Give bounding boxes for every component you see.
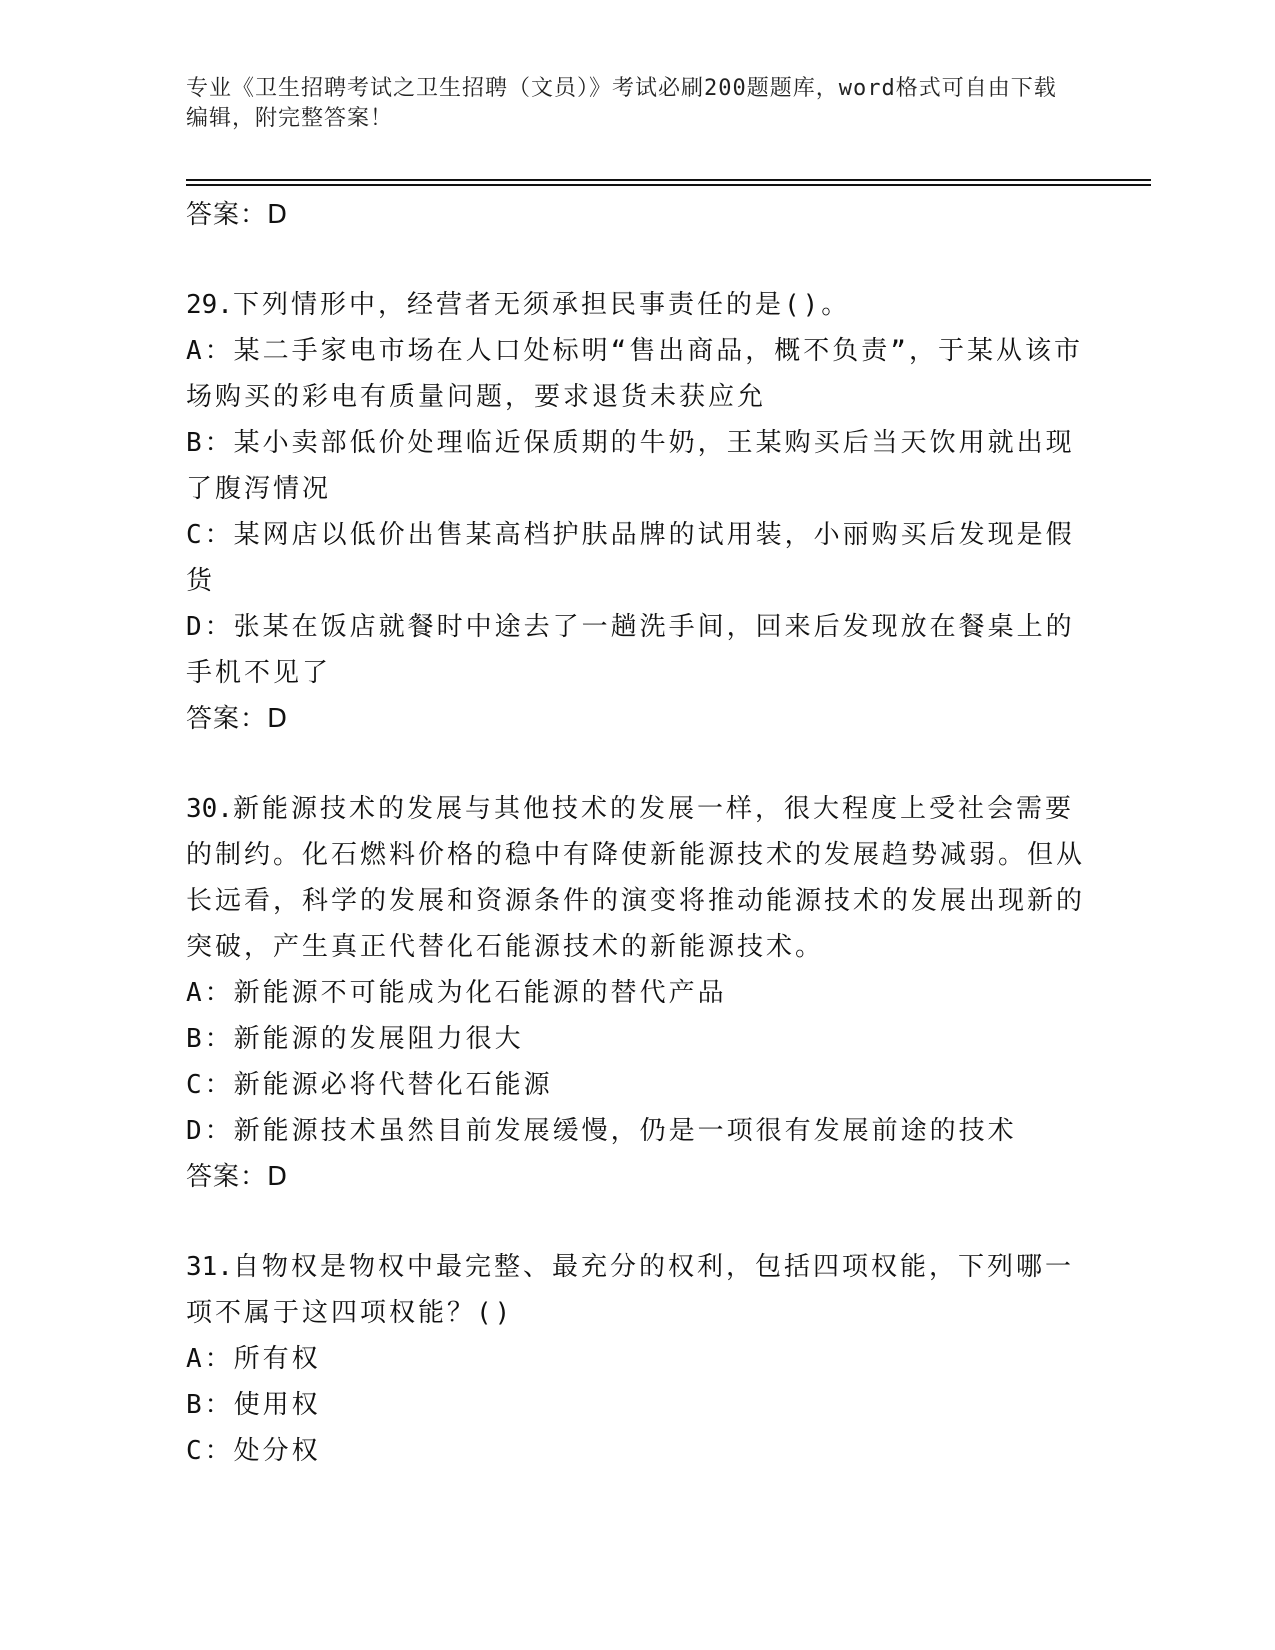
answer-line: 答案：D xyxy=(186,200,289,230)
answer-line: 答案：D xyxy=(186,704,289,734)
question-29 xyxy=(186,282,1086,742)
option-a: A：所有权 xyxy=(186,1344,321,1374)
question-31 xyxy=(186,1244,1086,1474)
header-rule-top xyxy=(186,179,1151,181)
header-rule-bottom xyxy=(186,184,1151,186)
question-body: 自物权是物权中最完整、最充分的权利，包括四项权能，下列哪一项不属于这四项权能？() xyxy=(186,1252,1074,1328)
option-c: C：新能源必将代替化石能源 xyxy=(186,1070,553,1100)
question-text xyxy=(186,1244,1086,1336)
option-b: B：新能源的发展阻力很大 xyxy=(186,1024,524,1054)
answer-line: 答案：D xyxy=(186,1162,289,1192)
question-body: 下列情形中，经营者无须承担民事责任的是()。 xyxy=(232,290,851,320)
option-d: D：新能源技术虽然目前发展缓慢，仍是一项很有发展前途的技术 xyxy=(186,1116,1017,1146)
option-c: C：某网店以低价出售某高档护肤品牌的试用装，小丽购买后发现是假货 xyxy=(186,520,1075,596)
question-text xyxy=(186,282,1086,328)
question-number: 31. xyxy=(186,1252,233,1282)
document-content xyxy=(186,188,1086,1474)
option-c: C：处分权 xyxy=(186,1436,321,1466)
option-b: B：使用权 xyxy=(186,1390,321,1420)
question-number: 30. xyxy=(186,794,233,824)
option-a: A：新能源不可能成为化石能源的替代产品 xyxy=(186,978,727,1008)
question-body: 新能源技术的发展与其他技术的发展一样，很大程度上受社会需要的制约。化石燃料价格的稳中有降使新能源技术的发展趋势减弱。但从长远看，科学的发展和资源条件的演变将推动能源技术的发展出现新的突破，产生真正代替化石能源技术的新能源技术。 xyxy=(186,794,1086,962)
page-header xyxy=(186,74,1066,134)
question-number: 29. xyxy=(186,290,233,320)
question-30 xyxy=(186,786,1086,1200)
option-a: A：某二手家电市场在人口处标明“售出商品，概不负责”，于某从该市场购买的彩电有质量问题，要求退货未获应允 xyxy=(186,336,1083,412)
header-text: 专业《卫生招聘考试之卫生招聘（文员）》考试必刷200题题库，word格式可自由下载编辑，附完整答案！ xyxy=(186,76,1057,131)
option-d: D：张某在饭店就餐时中途去了一趟洗手间，回来后发现放在餐桌上的手机不见了 xyxy=(186,612,1075,688)
option-b: B：某小卖部低价处理临近保质期的牛奶，王某购买后当天饮用就出现了腹泻情况 xyxy=(186,428,1075,504)
question-text xyxy=(186,786,1086,970)
